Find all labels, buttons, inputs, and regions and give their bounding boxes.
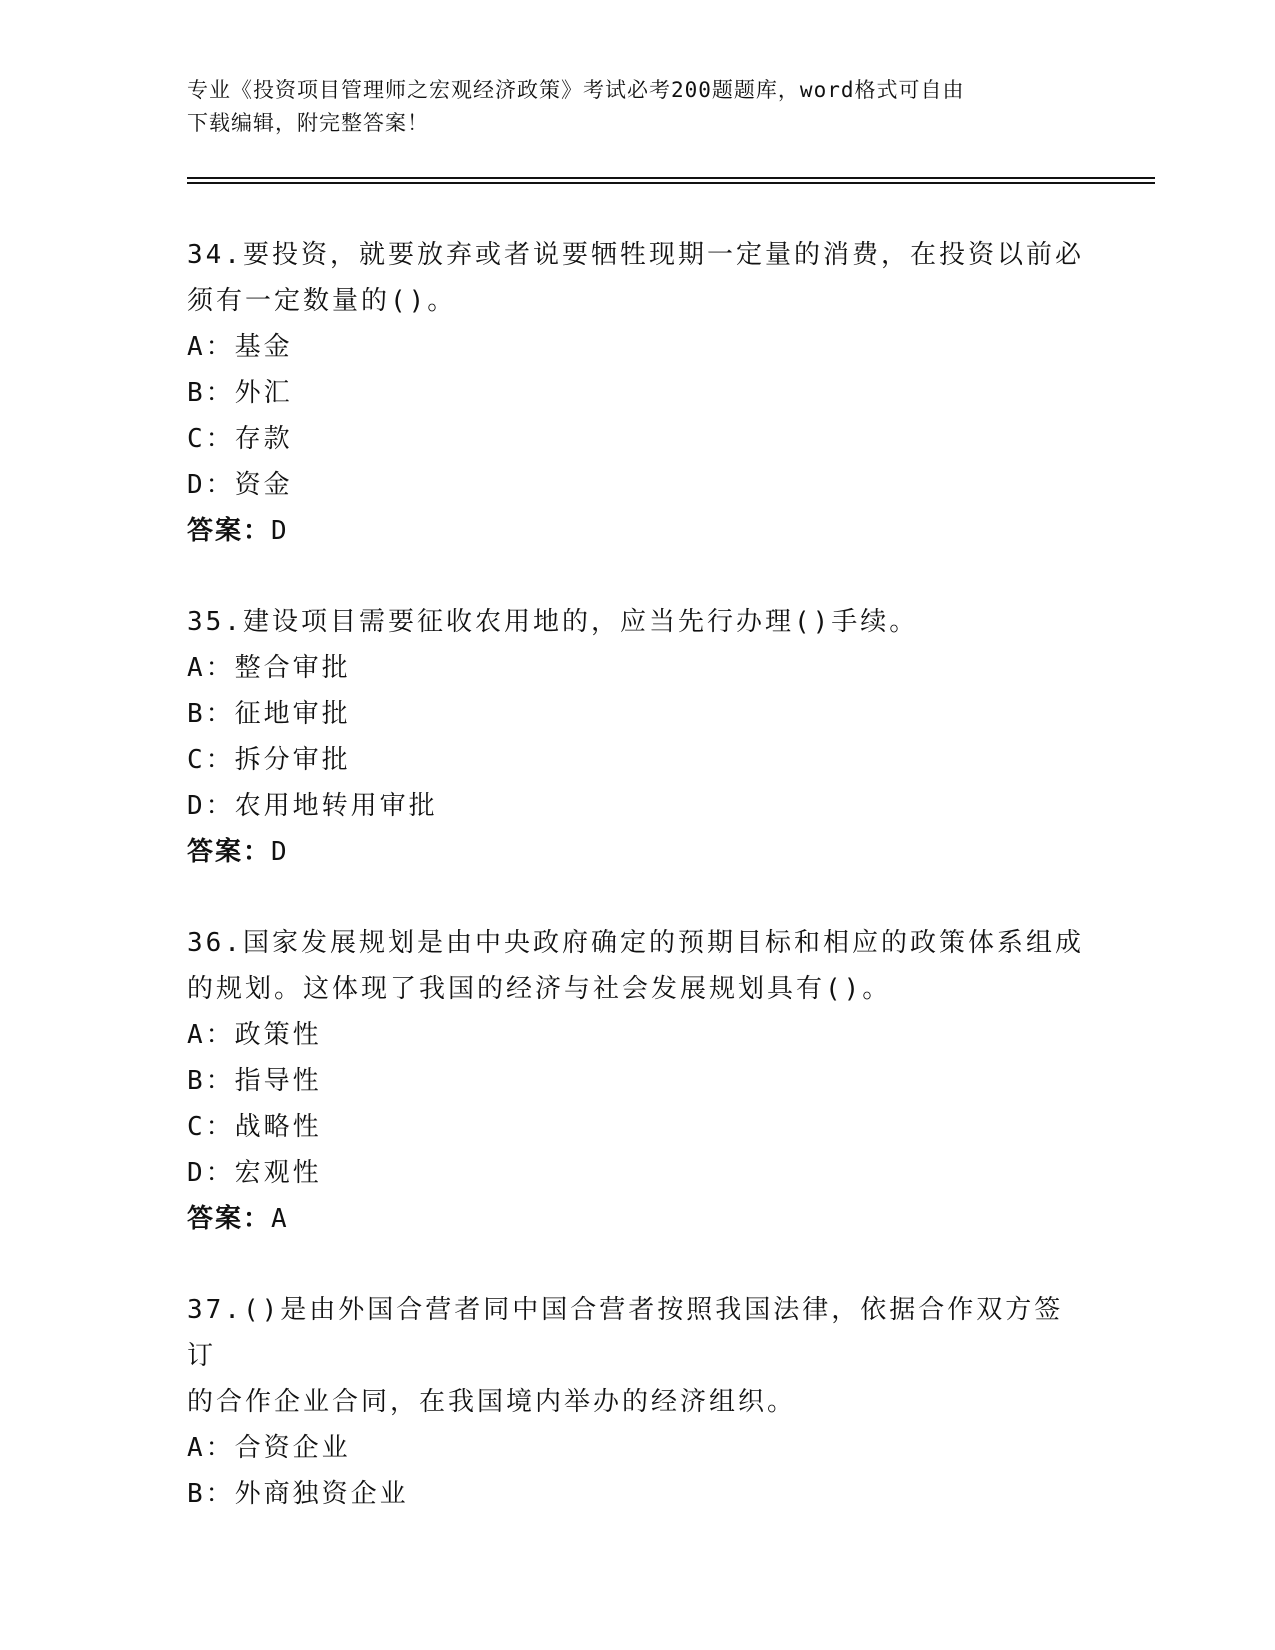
question-37	[187, 1287, 1087, 1517]
option-a: A：合资企业	[187, 1433, 351, 1463]
question-stem-line: 的合作企业合同，在我国境内举办的经济组织。	[187, 1387, 797, 1417]
option-d: D：资金	[187, 470, 293, 500]
question-stem-line: 37.()是由外国合营者同中国合营者按照我国法律，依据合作双方签订	[187, 1295, 1064, 1371]
header-rule-top	[187, 177, 1155, 179]
option-a: A：政策性	[187, 1020, 322, 1050]
header-rule-bottom	[187, 182, 1155, 184]
answer-row	[187, 508, 1087, 554]
option-b: B：指导性	[187, 1066, 322, 1096]
header-line-2: 下载编辑，附完整答案！	[187, 111, 429, 135]
document-header	[187, 74, 1067, 140]
answer-row	[187, 829, 1087, 875]
option-c: C：拆分审批	[187, 745, 351, 775]
answer-label: 答案：	[187, 516, 272, 546]
option-b: B：外汇	[187, 378, 293, 408]
question-34	[187, 232, 1087, 554]
question-36	[187, 920, 1087, 1242]
header-line-1: 专业《投资项目管理师之宏观经济政策》考试必考200题题库，word格式可自由	[187, 78, 965, 102]
answer-value: A	[271, 1204, 290, 1234]
option-d: D：宏观性	[187, 1158, 322, 1188]
answer-row	[187, 1196, 1087, 1242]
option-a: A：整合审批	[187, 653, 351, 683]
option-d: D：农用地转用审批	[187, 791, 438, 821]
question-list	[187, 232, 1087, 1517]
answer-label: 答案：	[187, 837, 272, 867]
question-stem-line: 35.建设项目需要征收农用地的，应当先行办理()手续。	[187, 607, 919, 637]
option-c: C：存款	[187, 424, 293, 454]
option-a: A：基金	[187, 332, 293, 362]
question-stem-line: 34.要投资，就要放弃或者说要牺牲现期一定量的消费，在投资以前必	[187, 240, 1084, 270]
option-b: B：外商独资企业	[187, 1479, 409, 1509]
question-35	[187, 599, 1087, 875]
question-stem-line: 须有一定数量的()。	[187, 286, 457, 316]
answer-value: D	[271, 516, 290, 546]
option-c: C：战略性	[187, 1112, 322, 1142]
question-stem-line: 36.国家发展规划是由中央政府确定的预期目标和相应的政策体系组成	[187, 928, 1084, 958]
answer-value: D	[271, 837, 290, 867]
answer-label: 答案：	[187, 1204, 272, 1234]
question-stem-line: 的规划。这体现了我国的经济与社会发展规划具有()。	[187, 974, 892, 1004]
option-b: B：征地审批	[187, 699, 351, 729]
